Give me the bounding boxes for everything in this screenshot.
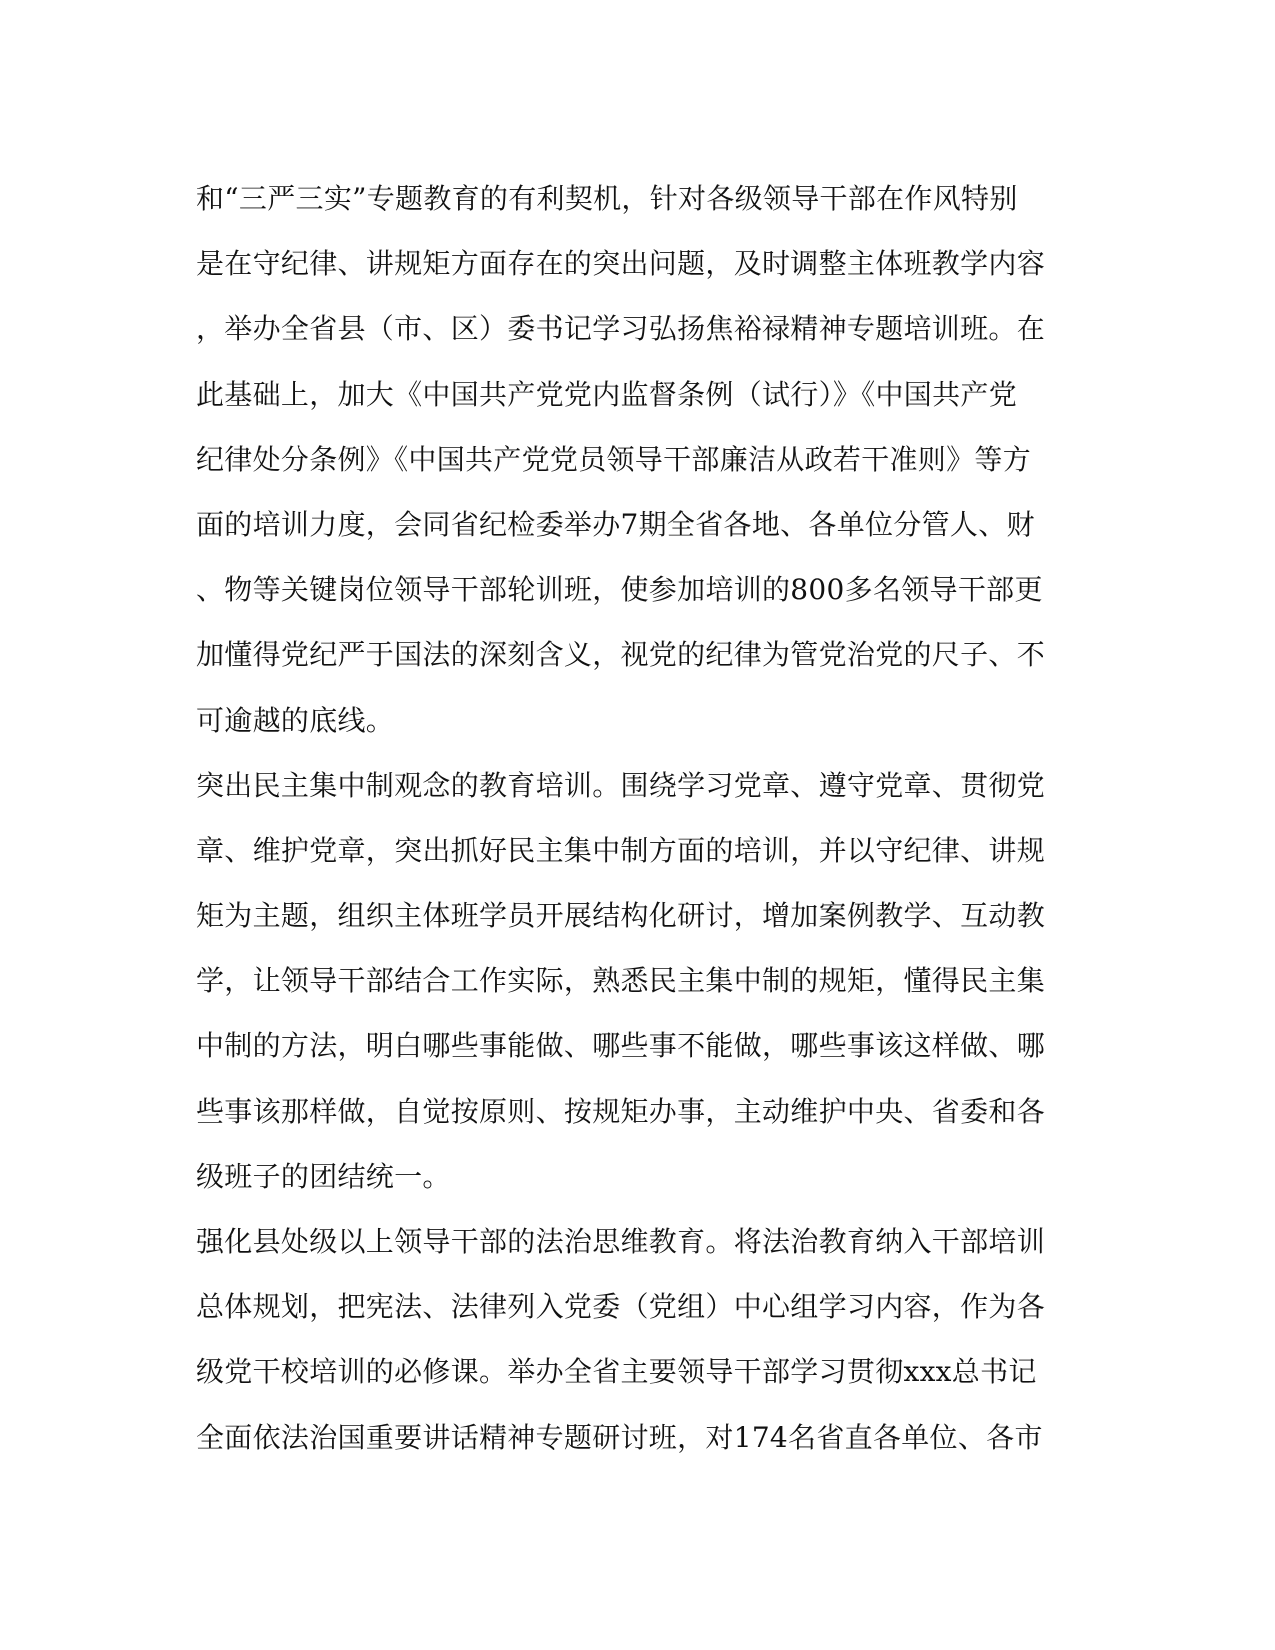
text-line: 突出民主集中制观念的教育培训。围绕学习党章、遵守党章、贯彻党 bbox=[196, 768, 1046, 802]
text-line: 是在守纪律、讲规矩方面存在的突出问题，及时调整主体班教学内容 bbox=[196, 247, 1046, 281]
text-line: 学，让领导干部结合工作实际，熟悉民主集中制的规矩，懂得民主集 bbox=[196, 964, 1046, 998]
text-line: 总体规划，把宪法、法律列入党委（党组）中心组学习内容，作为各 bbox=[196, 1290, 1046, 1324]
text-line: 些事该那样做，自觉按原则、按规矩办事，主动维护中央、省委和各 bbox=[196, 1094, 1046, 1128]
text-line: 、物等关键岗位领导干部轮训班，使参加培训的800多名领导干部更 bbox=[196, 573, 1043, 607]
body-text bbox=[196, 166, 1076, 1470]
text-line: 强化县处级以上领导干部的法治思维教育。将法治教育纳入干部培训 bbox=[196, 1225, 1046, 1258]
text-line: 纪律处分条例》《中国共产党党员领导干部廉洁从政若干准则》等方 bbox=[196, 442, 1032, 476]
text-line: 可逾越的底线。 bbox=[196, 703, 395, 737]
text-line: 中制的方法，明白哪些事能做、哪些事不能做，哪些事该这样做、哪 bbox=[196, 1029, 1046, 1063]
text-line: 和“三严三实”专题教育的有利契机，针对各级领导干部在作风特别 bbox=[196, 182, 1018, 215]
text-line: 章、维护党章，突出抓好民主集中制方面的培训，并以守纪律、讲规 bbox=[196, 833, 1046, 867]
text-line: 此基础上，加大《中国共产党党内监督条例（试行）》《中国共产党 bbox=[196, 377, 1018, 411]
text-line: 级班子的团结统一。 bbox=[196, 1159, 451, 1193]
text-line: 矩为主题，组织主体班学员开展结构化研讨，增加案例教学、互动教 bbox=[196, 899, 1046, 933]
text-line: ，举办全省县（市、区）委书记学习弘扬焦裕禄精神专题培训班。在 bbox=[196, 312, 1046, 346]
text-line: 面的培训力度，会同省纪检委举办7期全省各地、各单位分管人、财 bbox=[196, 507, 1035, 541]
text-line: 级党干校培训的必修课。举办全省主要领导干部学习贯彻xxx总书记 bbox=[196, 1355, 1037, 1389]
text-line: 加懂得党纪严于国法的深刻含义，视党的纪律为管党治党的尺子、不 bbox=[196, 638, 1046, 672]
text-line: 全面依法治国重要讲话精神专题研讨班，对174名省直各单位、各市 bbox=[196, 1420, 1043, 1454]
